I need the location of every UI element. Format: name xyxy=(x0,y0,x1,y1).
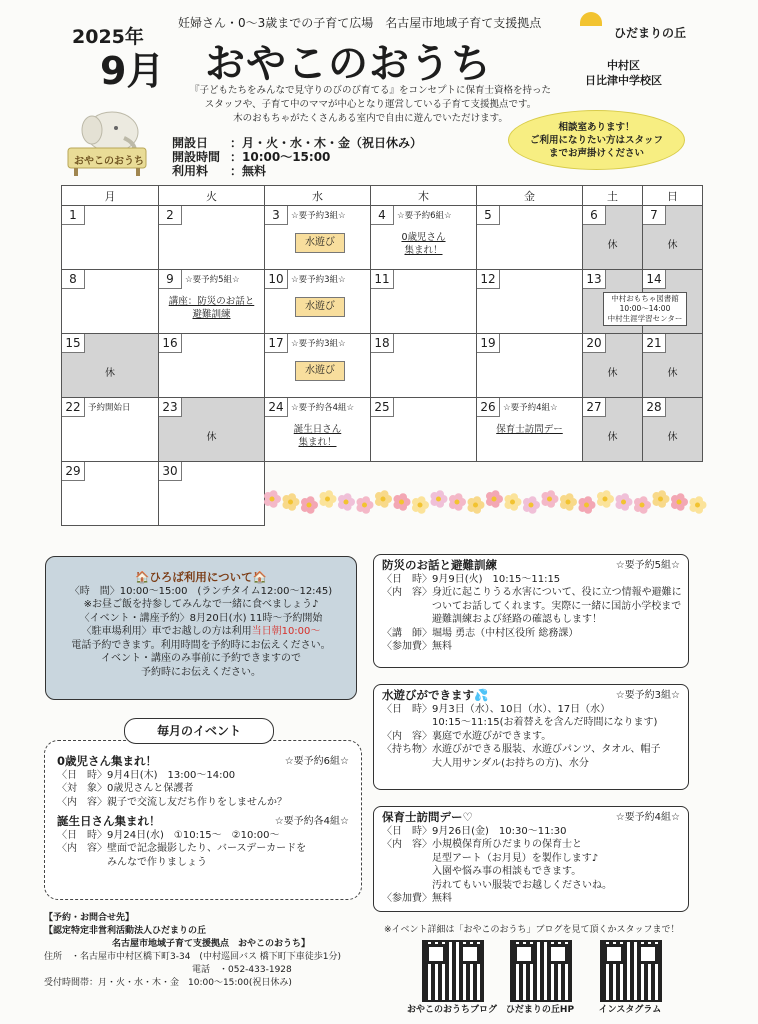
intro-line: スタッフや、子育て中のママが中心となり運営している子育て支援拠点です。 xyxy=(204,99,537,110)
flower-icon xyxy=(393,493,410,511)
open-days-value: ：月・火・水・木・金（祝日休み） xyxy=(230,136,423,150)
day-cell xyxy=(159,334,265,398)
day-cell xyxy=(583,398,643,462)
day-cell xyxy=(159,206,265,270)
bousai-line: 〈参加費〉無料 xyxy=(382,641,452,652)
day-number: 15 xyxy=(62,334,85,353)
flower-icon xyxy=(282,493,299,511)
closed-label: 休 xyxy=(105,368,115,379)
intro-text xyxy=(178,84,563,126)
day-cell xyxy=(477,270,583,334)
bousai-line: ついてお話してくれます。実際に一緒に国訪小学校まで xyxy=(382,600,682,612)
event-label-line: 避難訓練 xyxy=(192,309,231,320)
day-cell xyxy=(265,206,371,270)
day-number: 19 xyxy=(477,334,500,353)
day-number: 29 xyxy=(62,462,85,481)
water-play-label: 水遊び xyxy=(295,361,345,381)
fee-value: ：無料 xyxy=(230,164,267,178)
mizu-heading: 水遊びができます💦 xyxy=(382,688,489,702)
flower-icon xyxy=(541,490,558,508)
event-label xyxy=(371,231,476,257)
day-cell xyxy=(371,334,477,398)
day-cell xyxy=(583,270,683,334)
day-number: 24 xyxy=(265,398,288,417)
callout-line: 中村生涯学習センター xyxy=(607,314,683,323)
subtitle: 妊婦さん・0～3歳までの子育て広場 名古屋市地域子育て支援拠点 xyxy=(178,16,542,30)
mizu-line: 10:15～11:15(お着替えを含んだ時間になります) xyxy=(382,717,658,728)
event2-line: 〈内 容〉壁面で記念撮影したり、バースデーカードを xyxy=(57,843,307,854)
flower-icon xyxy=(486,490,503,508)
day-number: 22 xyxy=(62,398,85,417)
closed-label: 休 xyxy=(206,432,217,443)
day-number: 27 xyxy=(583,398,606,417)
flower-icon xyxy=(264,490,281,508)
day-cell xyxy=(477,334,583,398)
day-number: 14 xyxy=(643,270,666,289)
flower-icon xyxy=(412,496,429,514)
weekday-header: 水 xyxy=(265,186,371,206)
hoiku-line: 〈日 時〉9月26日(金) 10:30～11:30 xyxy=(382,825,567,837)
water-play-label: 水遊び xyxy=(295,233,345,253)
flower-icon xyxy=(689,496,706,514)
callout-line: 10:00～14:00 xyxy=(619,304,671,313)
day-cell xyxy=(643,398,703,462)
year: 2025年 xyxy=(72,26,144,48)
event1-line: 〈内 容〉親子で交流し友だち作りをしませんか？ xyxy=(57,796,287,808)
day-cell xyxy=(265,398,371,462)
weekday-header: 木 xyxy=(371,186,477,206)
instagram-qr-code[interactable] xyxy=(600,940,662,1002)
day-cell xyxy=(477,398,583,462)
event1-line: 〈日 時〉9月4日(木) 13:00～14:00 xyxy=(57,769,236,781)
opening-info xyxy=(172,136,422,178)
day-cell xyxy=(62,206,159,270)
bousai-reserve: ☆要予約5組☆ xyxy=(615,560,680,571)
reserve-note: ☆要予約6組☆ xyxy=(397,211,452,221)
mizu-reserve: ☆要予約3組☆ xyxy=(615,690,680,701)
mascot-sign-text: おやこのおうち xyxy=(74,156,144,167)
day-number: 9 xyxy=(159,270,182,289)
reserve-note: ☆要予約各4組☆ xyxy=(291,403,355,413)
day-number: 21 xyxy=(643,334,666,353)
hiroba-line: 〈時 間〉10:00～15:00 (ランチタイム12:00～12:45) xyxy=(69,585,333,597)
event-label-line: 講座：防災のお話と xyxy=(168,296,255,307)
day-number: 10 xyxy=(265,270,288,289)
day-cell xyxy=(643,334,703,398)
hiroba-line: イベント・講座のみ事前に予約できますので xyxy=(101,653,301,664)
event1-line: 〈対 象〉0歳児さんと保護者 xyxy=(57,783,194,794)
page-title: おやこのおうち xyxy=(205,41,492,87)
calendar xyxy=(61,185,703,526)
contact-info xyxy=(44,912,341,990)
bousai-line: 〈講 師〉堀場 勇志（中村区役所 総務課） xyxy=(382,627,579,639)
elephant-mascot-icon xyxy=(62,104,154,178)
day-number: 8 xyxy=(62,270,85,289)
day-cell xyxy=(583,206,643,270)
event2-line: みんなで作りましょう xyxy=(57,856,207,868)
weekday-header: 火 xyxy=(159,186,265,206)
event-label-line: 集まれ！ xyxy=(404,245,443,256)
hiroba-parking-text: 〈駐車場利用〉車でお越しの方は利用 xyxy=(81,626,252,637)
day-number: 28 xyxy=(643,398,666,417)
flower-icon xyxy=(375,490,392,508)
day-number: 11 xyxy=(371,270,394,289)
flower-icon xyxy=(504,493,521,511)
hiroba-heading: 🏠ひろば利用について🏠 xyxy=(135,570,267,584)
event2-line: 〈日 時〉9月24日(水) ①10:15～ ②10:00～ xyxy=(57,829,280,841)
hiroba-line: ※お昼ご飯を持参してみんなで一緒に食べましょう♪ xyxy=(83,599,319,610)
flower-icon xyxy=(523,496,540,514)
toy-library-callout xyxy=(603,292,687,326)
mizu-line: 〈日 時〉9月3日（水）、10日（水）、17日（水） xyxy=(382,703,611,715)
day-cell xyxy=(62,398,159,462)
day-number: 12 xyxy=(477,270,500,289)
contact-line: 名古屋市地域子育て支援拠点 おやこのおうち】 xyxy=(112,939,311,949)
day-number: 16 xyxy=(159,334,182,353)
monthly-events-tab: 毎月のイベント xyxy=(124,718,274,744)
month: 9月 xyxy=(100,49,165,93)
hiroba-line: 予約時にお伝えください。 xyxy=(141,666,261,678)
reserve-note: ☆要予約3組☆ xyxy=(291,211,346,221)
bubble-line: 相談室あります！ xyxy=(558,121,635,133)
bousai-heading: 防災のお話と避難訓練 xyxy=(382,558,497,572)
hoiku-line: 足型アート（お月見）を製作します♪ xyxy=(382,852,599,864)
contact-line: 【予約・お問合せ先】 xyxy=(44,913,135,923)
event-detail-note: ※イベント詳細は「おやこのおうち」ブログを見て頂くかスタッフまで！ xyxy=(384,925,680,935)
location-school-district: 日比津中学校区 xyxy=(585,74,662,87)
flower-icon xyxy=(671,493,688,511)
reserve-note: 予約開始日 xyxy=(88,403,131,413)
closed-label: 休 xyxy=(607,432,618,443)
day-number: 18 xyxy=(371,334,394,353)
blog-qr-code[interactable] xyxy=(422,940,484,1002)
blog-qr-label: おやこのおうちブログ xyxy=(406,1005,497,1015)
bubble-line: までお声掛けください xyxy=(548,147,644,159)
flower-icon xyxy=(597,490,614,508)
day-number: 25 xyxy=(371,398,394,417)
instagram-qr-label: インスタグラム xyxy=(598,1005,662,1015)
day-cell xyxy=(643,206,703,270)
open-days-label: 開設日 xyxy=(172,136,209,150)
reserve-note: ☆要予約3組☆ xyxy=(291,339,346,349)
flower-icon xyxy=(615,493,632,511)
reserve-note: ☆要予約5組☆ xyxy=(185,275,240,285)
callout-line: 中村おもちゃ図書館 xyxy=(611,294,679,303)
day-number: 2 xyxy=(159,206,182,225)
bousai-line: 〈日 時〉9月9日(火) 10:15～11:15 xyxy=(382,573,561,585)
reserve-note: ☆要予約4組☆ xyxy=(503,403,558,413)
day-cell xyxy=(62,334,159,398)
flower-decoration xyxy=(262,488,712,518)
mizu-line: 大人用サンダル(お持ちの方)、水分 xyxy=(382,757,589,769)
event-label-line: 0歳児さん xyxy=(401,232,446,243)
contact-phone: 電話 ・052-433-1928 xyxy=(192,965,292,975)
flower-icon xyxy=(430,490,447,508)
day-cell xyxy=(265,270,371,334)
day-number: 26 xyxy=(477,398,500,417)
day-cell xyxy=(159,398,265,462)
hoiku-line: 〈参加費〉無料 xyxy=(382,893,452,904)
day-cell xyxy=(371,206,477,270)
flower-icon xyxy=(634,496,651,514)
homepage-qr-label: ひだまりの丘HP xyxy=(505,1005,575,1015)
closed-label: 休 xyxy=(667,240,678,251)
weekday-header: 日 xyxy=(643,186,703,206)
reserve-note: ☆要予約3組☆ xyxy=(291,275,346,285)
day-cell xyxy=(477,206,583,270)
fee-label: 利用料 xyxy=(172,164,209,178)
closed-label: 休 xyxy=(667,432,678,443)
hidamari-logo xyxy=(570,10,700,44)
hiroba-parking-time: 当日朝10:00～ xyxy=(251,626,321,637)
closed-label: 休 xyxy=(607,240,618,251)
day-number: 4 xyxy=(371,206,394,225)
mizu-line: 〈持ち物〉水遊びができる服装、水遊びパンツ、タオル、帽子 xyxy=(382,744,661,755)
day-cell xyxy=(62,270,159,334)
contact-address: 住所 ・名古屋市中村区橋下町3-34 (中村巡回バス 橋下町下車徒歩1分) xyxy=(44,952,342,962)
event1-reserve: ☆要予約6組☆ xyxy=(284,756,349,767)
hours-value: ：10:00～15:00 xyxy=(230,150,331,164)
logo-text: ひだまりの丘 xyxy=(614,26,687,40)
weekday-header: 土 xyxy=(583,186,643,206)
day-number: 20 xyxy=(583,334,606,353)
event-label-line: 誕生日さん xyxy=(293,424,342,435)
intro-line: 木のおもちゃがたくさんある室内で自由に遊んでいただけます。 xyxy=(233,113,508,124)
event-label xyxy=(265,423,370,449)
hoiku-line: 〈内 容〉小規模保育所ひだまりの保育士と xyxy=(382,839,582,850)
weekday-header: 月 xyxy=(62,186,159,206)
event2-reserve: ☆要予約各4組☆ xyxy=(274,816,349,827)
water-play-box xyxy=(373,684,689,790)
hoiku-reserve: ☆要予約4組☆ xyxy=(615,812,680,823)
hoiku-line: 入園や悩み事の相談もできます。 xyxy=(382,866,582,877)
day-number: 13 xyxy=(583,270,606,289)
day-number: 6 xyxy=(583,206,606,225)
hiroba-line xyxy=(46,625,356,639)
day-cell xyxy=(159,270,265,334)
event-label xyxy=(477,423,582,436)
sun-icon xyxy=(580,12,602,26)
location-ward: 中村区 xyxy=(607,59,640,72)
day-cell xyxy=(371,270,477,334)
weekday-header: 金 xyxy=(477,186,583,206)
event-label-line: 保育士訪問デー xyxy=(496,424,563,435)
hoiku-line: 汚れてもいい服装でお越しくださいね。 xyxy=(382,879,612,891)
flower-icon xyxy=(449,493,466,511)
flower-icon xyxy=(301,496,318,514)
nursery-visit-box xyxy=(373,806,689,912)
closed-label: 休 xyxy=(667,368,678,379)
bubble-line: ご利用になりたい方はスタッフ xyxy=(529,134,663,146)
day-number: 17 xyxy=(265,334,288,353)
mizu-line: 〈内 容〉裏庭で水遊びができます。 xyxy=(382,730,552,742)
flower-icon xyxy=(467,496,484,514)
day-cell xyxy=(265,334,371,398)
contact-hours: 受付時間帯：月・火・水・木・金 10:00～15:00(祝日休み) xyxy=(44,978,292,988)
event-label xyxy=(159,295,264,321)
flower-icon xyxy=(319,490,336,508)
flower-icon xyxy=(356,496,373,514)
event2-heading: 誕生日さん集まれ！ xyxy=(57,814,161,828)
day-cell xyxy=(159,462,265,526)
day-number: 7 xyxy=(643,206,666,225)
hoiku-heading: 保育士訪問デー♡ xyxy=(382,810,473,824)
homepage-qr-code[interactable] xyxy=(510,940,572,1002)
day-number: 23 xyxy=(159,398,182,417)
day-number: 30 xyxy=(159,462,182,481)
hiroba-usage-box xyxy=(45,556,357,700)
flower-icon xyxy=(578,496,595,514)
flower-icon xyxy=(560,493,577,511)
monthly-events-box xyxy=(44,740,362,900)
day-cell xyxy=(62,462,159,526)
flower-icon xyxy=(338,493,355,511)
hours-label: 開設時間 xyxy=(172,150,221,164)
contact-line: 【認定特定非営利活動法人ひだまりの丘 xyxy=(44,926,207,936)
day-cell xyxy=(583,334,643,398)
day-cell xyxy=(371,398,477,462)
bousai-line: 〈内 容〉身近に起こりうる水害について、役に立つ情報や避難に xyxy=(382,587,682,598)
closed-label: 休 xyxy=(607,368,618,379)
day-number: 1 xyxy=(62,206,85,225)
consultation-bubble xyxy=(508,110,685,170)
event-label-line: 集まれ！ xyxy=(298,437,337,448)
flower-icon xyxy=(652,490,669,508)
disaster-prevention-box xyxy=(373,554,689,668)
day-number: 5 xyxy=(477,206,500,225)
hiroba-line: 電話予約できます。利用時間を予約時にお伝えください。 xyxy=(71,639,331,651)
intro-line: 『子どもたちをみんなで見守りのびのび育てる』をコンセプトに保育士資格を持った xyxy=(189,85,551,96)
event1-heading: 0歳児さん集まれ！ xyxy=(57,754,158,768)
hiroba-line: 〈イベント・講座予約〉8月20日(水) 11時～予約開始 xyxy=(79,612,323,624)
location xyxy=(585,58,662,88)
water-play-label: 水遊び xyxy=(295,297,345,317)
day-number: 3 xyxy=(265,206,288,225)
bousai-line: 避難訓練および経路の確認もします！ xyxy=(382,614,602,625)
